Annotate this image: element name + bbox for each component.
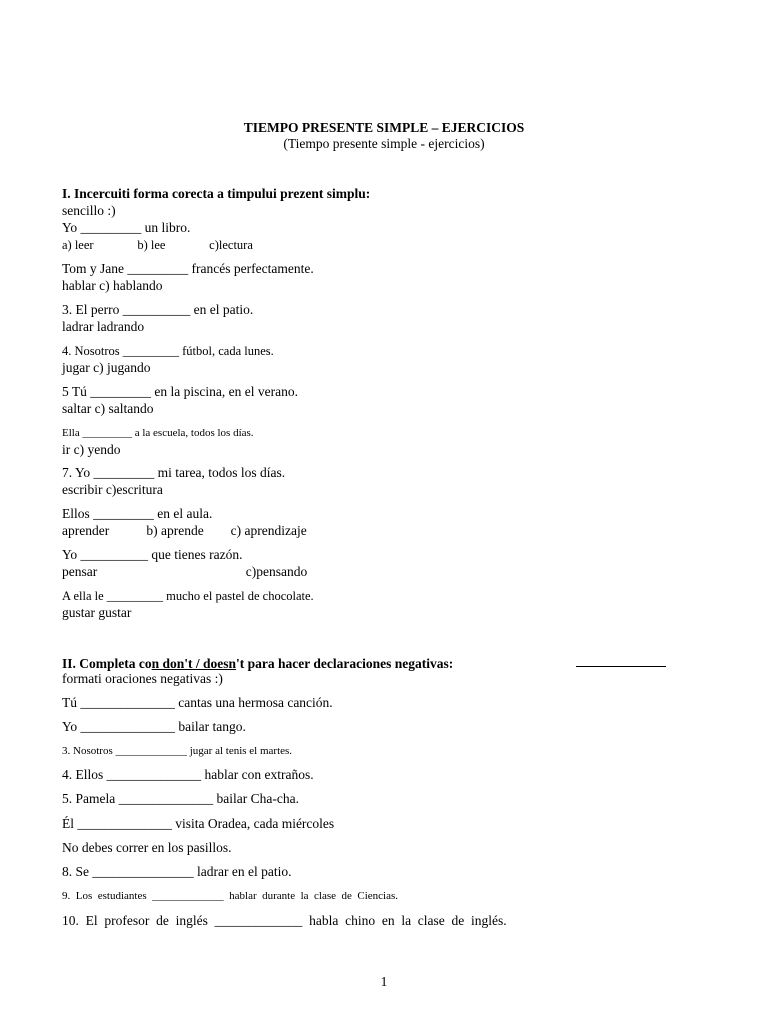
section2-heading: II. Completa con don't / doesn't para hacer declaraciones negativas: xyxy=(62,656,454,671)
s1-options: a) leer b) lee c)lectura xyxy=(62,238,253,252)
section2-sub: formati oraciones negativas :) xyxy=(62,671,223,686)
s1-options: ir c) yendo xyxy=(62,442,121,457)
page-title: TIEMPO PRESENTE SIMPLE – EJERCICIOS xyxy=(243,120,525,135)
section1-heading: I. Incercuiti forma corecta a timpului prezent simplu: xyxy=(62,186,371,201)
s1-line: 5 Tú _________ en la piscina, en el verano. xyxy=(62,384,298,399)
s1-options: aprender b) aprende c) aprendizaje xyxy=(62,523,307,538)
s2-line: No debes correr en los pasillos. xyxy=(62,840,232,855)
s1-line: sencillo :) xyxy=(62,203,116,218)
s1-line: 4. Nosotros _________ fútbol, cada lunes. xyxy=(62,344,274,358)
s1-line: Tom y Jane _________ francés perfectamente. xyxy=(62,261,314,276)
s1-options: jugar c) jugando xyxy=(62,360,151,375)
s1-line: Yo __________ que tienes razón. xyxy=(62,547,243,562)
s1-options: pensar c)pensando xyxy=(62,564,308,579)
s1-line: Yo _________ un libro. xyxy=(62,220,191,235)
s2-line: Tú ______________ cantas una hermosa canción. xyxy=(62,695,333,710)
answer-blank xyxy=(576,666,666,667)
page-subtitle: (Tiempo presente simple - ejercicios) xyxy=(283,136,485,151)
s1-options: gustar gustar xyxy=(62,605,132,620)
s2-line: 10. El profesor de inglés _____________ habla chino en la clase de inglés. xyxy=(62,913,507,928)
s2-line: Yo ______________ bailar tango. xyxy=(62,719,246,734)
s1-line: Ella _________ a la escuela, todos los días. xyxy=(62,427,254,439)
s1-line: Ellos _________ en el aula. xyxy=(62,506,213,521)
s2-line: 8. Se _______________ ladrar en el patio. xyxy=(62,864,292,879)
s2-line: 4. Ellos ______________ hablar con extraños. xyxy=(62,767,314,782)
s1-options: hablar c) hablando xyxy=(62,278,163,293)
s1-line: 3. El perro __________ en el patio. xyxy=(62,302,254,317)
s1-line: A ella le _________ mucho el pastel de chocolate. xyxy=(62,589,314,603)
s1-line: 7. Yo _________ mi tarea, todos los días. xyxy=(62,465,286,480)
s2-line: 9. Los estudiantes _____________ hablar durante la clase de Ciencias. xyxy=(62,890,399,902)
s2-line: 3. Nosotros _____________ jugar al tenis el martes. xyxy=(62,745,293,757)
s1-options: ladrar ladrando xyxy=(62,319,145,334)
s1-options: saltar c) saltando xyxy=(62,401,154,416)
s2-line: 5. Pamela ______________ bailar Cha-cha. xyxy=(62,791,299,806)
s2-line: Él ______________ visita Oradea, cada miércoles xyxy=(62,816,335,831)
s1-options: escribir c)escritura xyxy=(62,482,163,497)
page-number: 1 xyxy=(380,974,388,989)
